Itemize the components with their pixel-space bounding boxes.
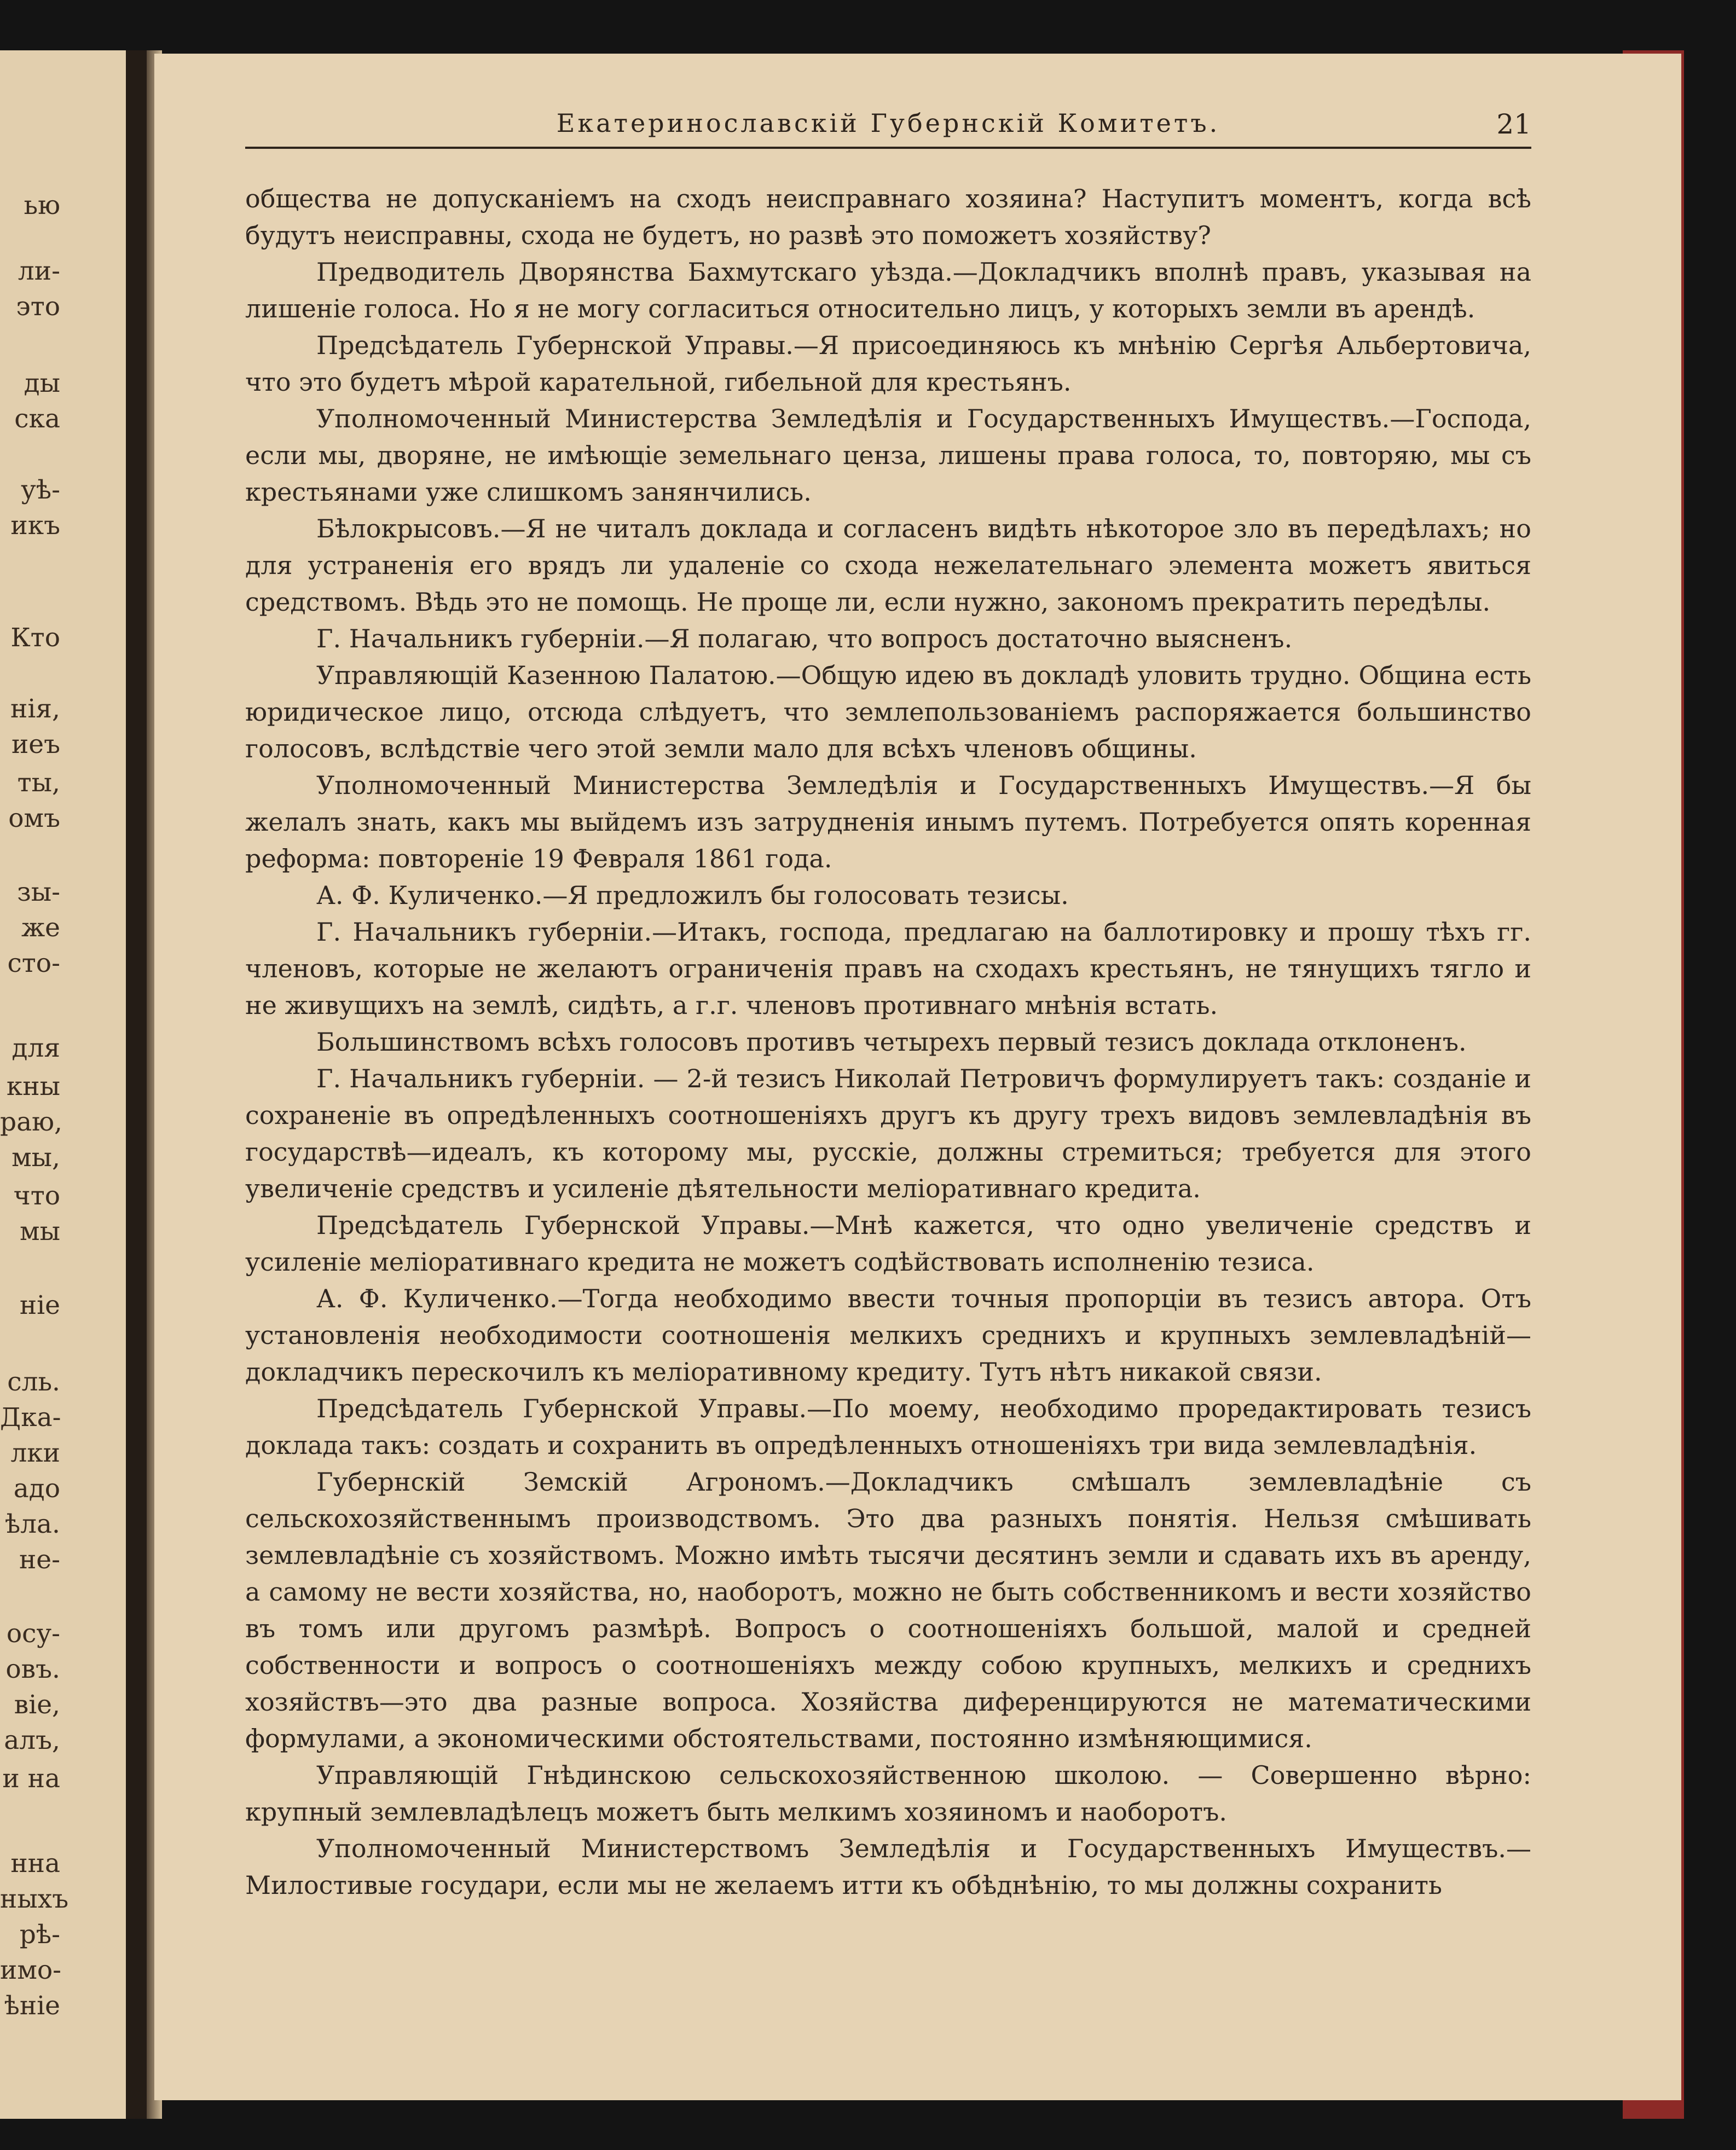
left-page-fragment: ты,	[17, 768, 60, 798]
left-page-fragment: овъ.	[5, 1654, 60, 1684]
running-head	[245, 108, 1531, 152]
left-page-fragment: віе,	[14, 1690, 60, 1720]
left-page-fragment: сто-	[7, 948, 60, 978]
left-page-fragment: ска	[14, 404, 60, 434]
left-page-fragment: лки	[10, 1438, 60, 1468]
left-page-fragment: же	[21, 913, 60, 943]
page-body	[245, 181, 1531, 1904]
left-page-fragment: сль.	[7, 1367, 60, 1397]
left-page-fragment: ѣніе	[4, 1991, 60, 2021]
left-page-fragment: зы-	[17, 877, 60, 907]
left-page-fragment: ли-	[18, 256, 60, 286]
paragraph-continuation: общества не допусканіемъ на сходъ неисправнаго хозяина? Наступитъ моментъ, когда всѣ будутъ неисправны, схода не будетъ, но развѣ это поможетъ хозяйству?	[245, 184, 1531, 250]
running-head-title: Екатеринославскій Губернскій Комитетъ.	[556, 108, 1220, 138]
left-page-fragment: кны	[6, 1071, 60, 1102]
left-page-fragment: икъ	[10, 511, 60, 541]
paragraph: Предводитель Дворянства Бахмутскаго уѣзда.—Докладчикъ вполнѣ правъ, указывая на лишеніе голоса. Но я не могу согласиться относительно лицъ, у которыхъ земли въ арендѣ.	[245, 257, 1531, 323]
left-page-fragment: ніе	[19, 1290, 60, 1320]
paragraph: Предсѣдатель Губернской Управы.—Я присоединяюсь къ мнѣнію Сергѣя Альбертовича, что это будетъ мѣрой карательной, гибельной для крестьянъ.	[245, 331, 1531, 397]
left-page-fragment: рѣ-	[19, 1920, 60, 1950]
header-rule	[245, 147, 1531, 149]
paragraph: Уполномоченный Министерства Земледѣлія и Государственныхъ Имуществъ.—Господа, если мы, дворяне, не имѣющіе земельнаго ценза, лишены права голоса, то, повторяю, мы съ крестьянами уже слишкомъ занянчились.	[245, 404, 1531, 507]
page-number: 21	[1496, 108, 1531, 140]
left-page-fragment: что	[13, 1181, 60, 1211]
paragraph: Уполномоченный Министерствомъ Земледѣлія и Государственныхъ Имуществъ.—Милостивые государи, если мы не желаемъ итти къ обѣднѣнію, то мы должны сохранить	[245, 1834, 1531, 1900]
left-page-fragment: омъ	[8, 803, 60, 833]
paragraph: Предсѣдатель Губернской Управы.—Мнѣ кажется, что одно увеличеніе средствъ и усиленіе меліоративнаго кредита не можетъ содѣйствовать исполненію тезиса.	[245, 1210, 1531, 1277]
left-page-fragment: адо	[13, 1474, 60, 1504]
left-page-fragment: Кто	[10, 623, 60, 653]
left-page-fragment: имо-	[0, 1955, 62, 1985]
paragraph: Большинствомъ всѣхъ голосовъ противъ четырехъ первый тезисъ доклада отклоненъ.	[316, 1027, 1467, 1057]
left-page-fragment: это	[16, 292, 60, 322]
paragraph: Г. Начальникъ губерніи.—Я полагаю, что вопросъ достаточно выясненъ.	[316, 624, 1293, 653]
left-page-fragment: для	[11, 1033, 60, 1063]
left-page-fragment: нія,	[10, 694, 60, 724]
left-page-fragment: Дка-	[0, 1403, 61, 1433]
paragraph: Управляющій Казенною Палатою.—Общую идею въ докладѣ уловить трудно. Община есть юридическое лицо, отсюда слѣдуетъ, что землепользованіемъ распоряжается большинство голосовъ, вслѣдствіе чего этой земли мало для всѣхъ членовъ общины.	[245, 660, 1531, 763]
paragraph: Предсѣдатель Губернской Управы.—По моему, необходимо проредактировать тезисъ доклада такъ: создать и сохранить въ опредѣленныхъ отношеніяхъ три вида землевладѣнія.	[245, 1394, 1531, 1460]
left-page-fragment: ды	[24, 368, 60, 398]
left-page-fragment: осу-	[6, 1619, 60, 1649]
paragraph: Управляющій Гнѣдинскою сельскохозяйственною школою. — Совершенно вѣрно: крупный землевладѣлецъ можетъ быть мелкимъ хозяиномъ и наоборотъ.	[245, 1760, 1531, 1827]
left-page-fragment: иеъ	[11, 729, 60, 760]
left-page-fragment: мы	[20, 1216, 60, 1247]
left-page-fragment: алъ,	[4, 1725, 60, 1755]
left-page-fragment: ѣла.	[4, 1509, 60, 1539]
left-page-fragment: ью	[24, 190, 60, 221]
paragraph: Г. Начальникъ губерніи.—Итакъ, господа, предлагаю на баллотировку и прошу тѣхъ гг. членовъ, которые не желаютъ ограниченія правъ на сходахъ крестьянъ, не тянущихъ тягло и не живущихъ на землѣ, сидѣть, а г.г. членовъ противнаго мнѣнія встать.	[245, 917, 1531, 1020]
left-page-fragment: мы,	[11, 1143, 60, 1173]
left-page-fragment: и на	[2, 1764, 60, 1794]
paragraph: Г. Начальникъ губерніи. — 2-й тезисъ Николай Петровичъ формулируетъ такъ: созданіе и сохраненіе въ опредѣленныхъ соотношеніяхъ другъ къ другу трехъ видовъ землевладѣнія въ государствѣ—идеалъ, къ которому мы, русскіе, должны стремиться; требуется для этого увеличеніе средствъ и усиленіе дѣятельности меліоративнаго кредита.	[245, 1064, 1531, 1203]
left-page-fragment: нна	[10, 1848, 60, 1879]
left-page-fragment: уѣ-	[21, 475, 60, 505]
left-page-fragment: раю,	[0, 1107, 62, 1137]
left-page-fragment: ныхъ	[0, 1884, 69, 1914]
paragraph: Бѣлокрысовъ.—Я не читалъ доклада и согласенъ видѣть нѣкоторое зло въ передѣлахъ; но для устраненія его врядъ ли удаленіе со схода нежелательнаго элемента можетъ явиться средствомъ. Вѣдь это не помощь. Не проще ли, если нужно, закономъ прекратить передѣлы.	[245, 514, 1531, 617]
paragraph: А. Ф. Куличенко.—Тогда необходимо ввести точныя пропорціи въ тезисъ автора. Отъ установленія необходимости соотношенія мелкихъ среднихъ и крупныхъ землевладѣній—докладчикъ перескочилъ къ меліоративному кредиту. Тутъ нѣтъ никакой связи.	[245, 1284, 1531, 1387]
left-page-fragment: не-	[19, 1545, 60, 1575]
paragraph: А. Ф. Куличенко.—Я предложилъ бы голосовать тезисы.	[316, 880, 1069, 910]
paragraph: Уполномоченный Министерства Земледѣлія и Государственныхъ Имуществъ.—Я бы желалъ знать, какъ мы выйдемъ изъ затрудненія инымъ путемъ. Потребуется опять коренная реформа: повтореніе 19 Февраля 1861 года.	[245, 770, 1531, 873]
paragraph: Губернскій Земскій Агрономъ.—Докладчикъ смѣшалъ землевладѣніе съ сельскохозяйственнымъ производствомъ. Это два разныхъ понятія. Нельзя смѣшивать землевладѣніе съ хозяйствомъ. Можно имѣть тысячи десятинъ земли и сдавать ихъ въ аренду, а самому не вести хозяйства, но, наоборотъ, можно не быть собственникомъ и вести хозяйство въ томъ или другомъ размѣрѣ. Вопросъ о соотношеніяхъ большой, малой и средней собственности и вопросъ о соотношеніяхъ между собою крупныхъ, мелкихъ и среднихъ хозяйствъ—это два разные вопроса. Хозяйства диференцируются не математическими формулами, а экономическими обстоятельствами, постоянно измѣняющимися.	[245, 1467, 1531, 1753]
